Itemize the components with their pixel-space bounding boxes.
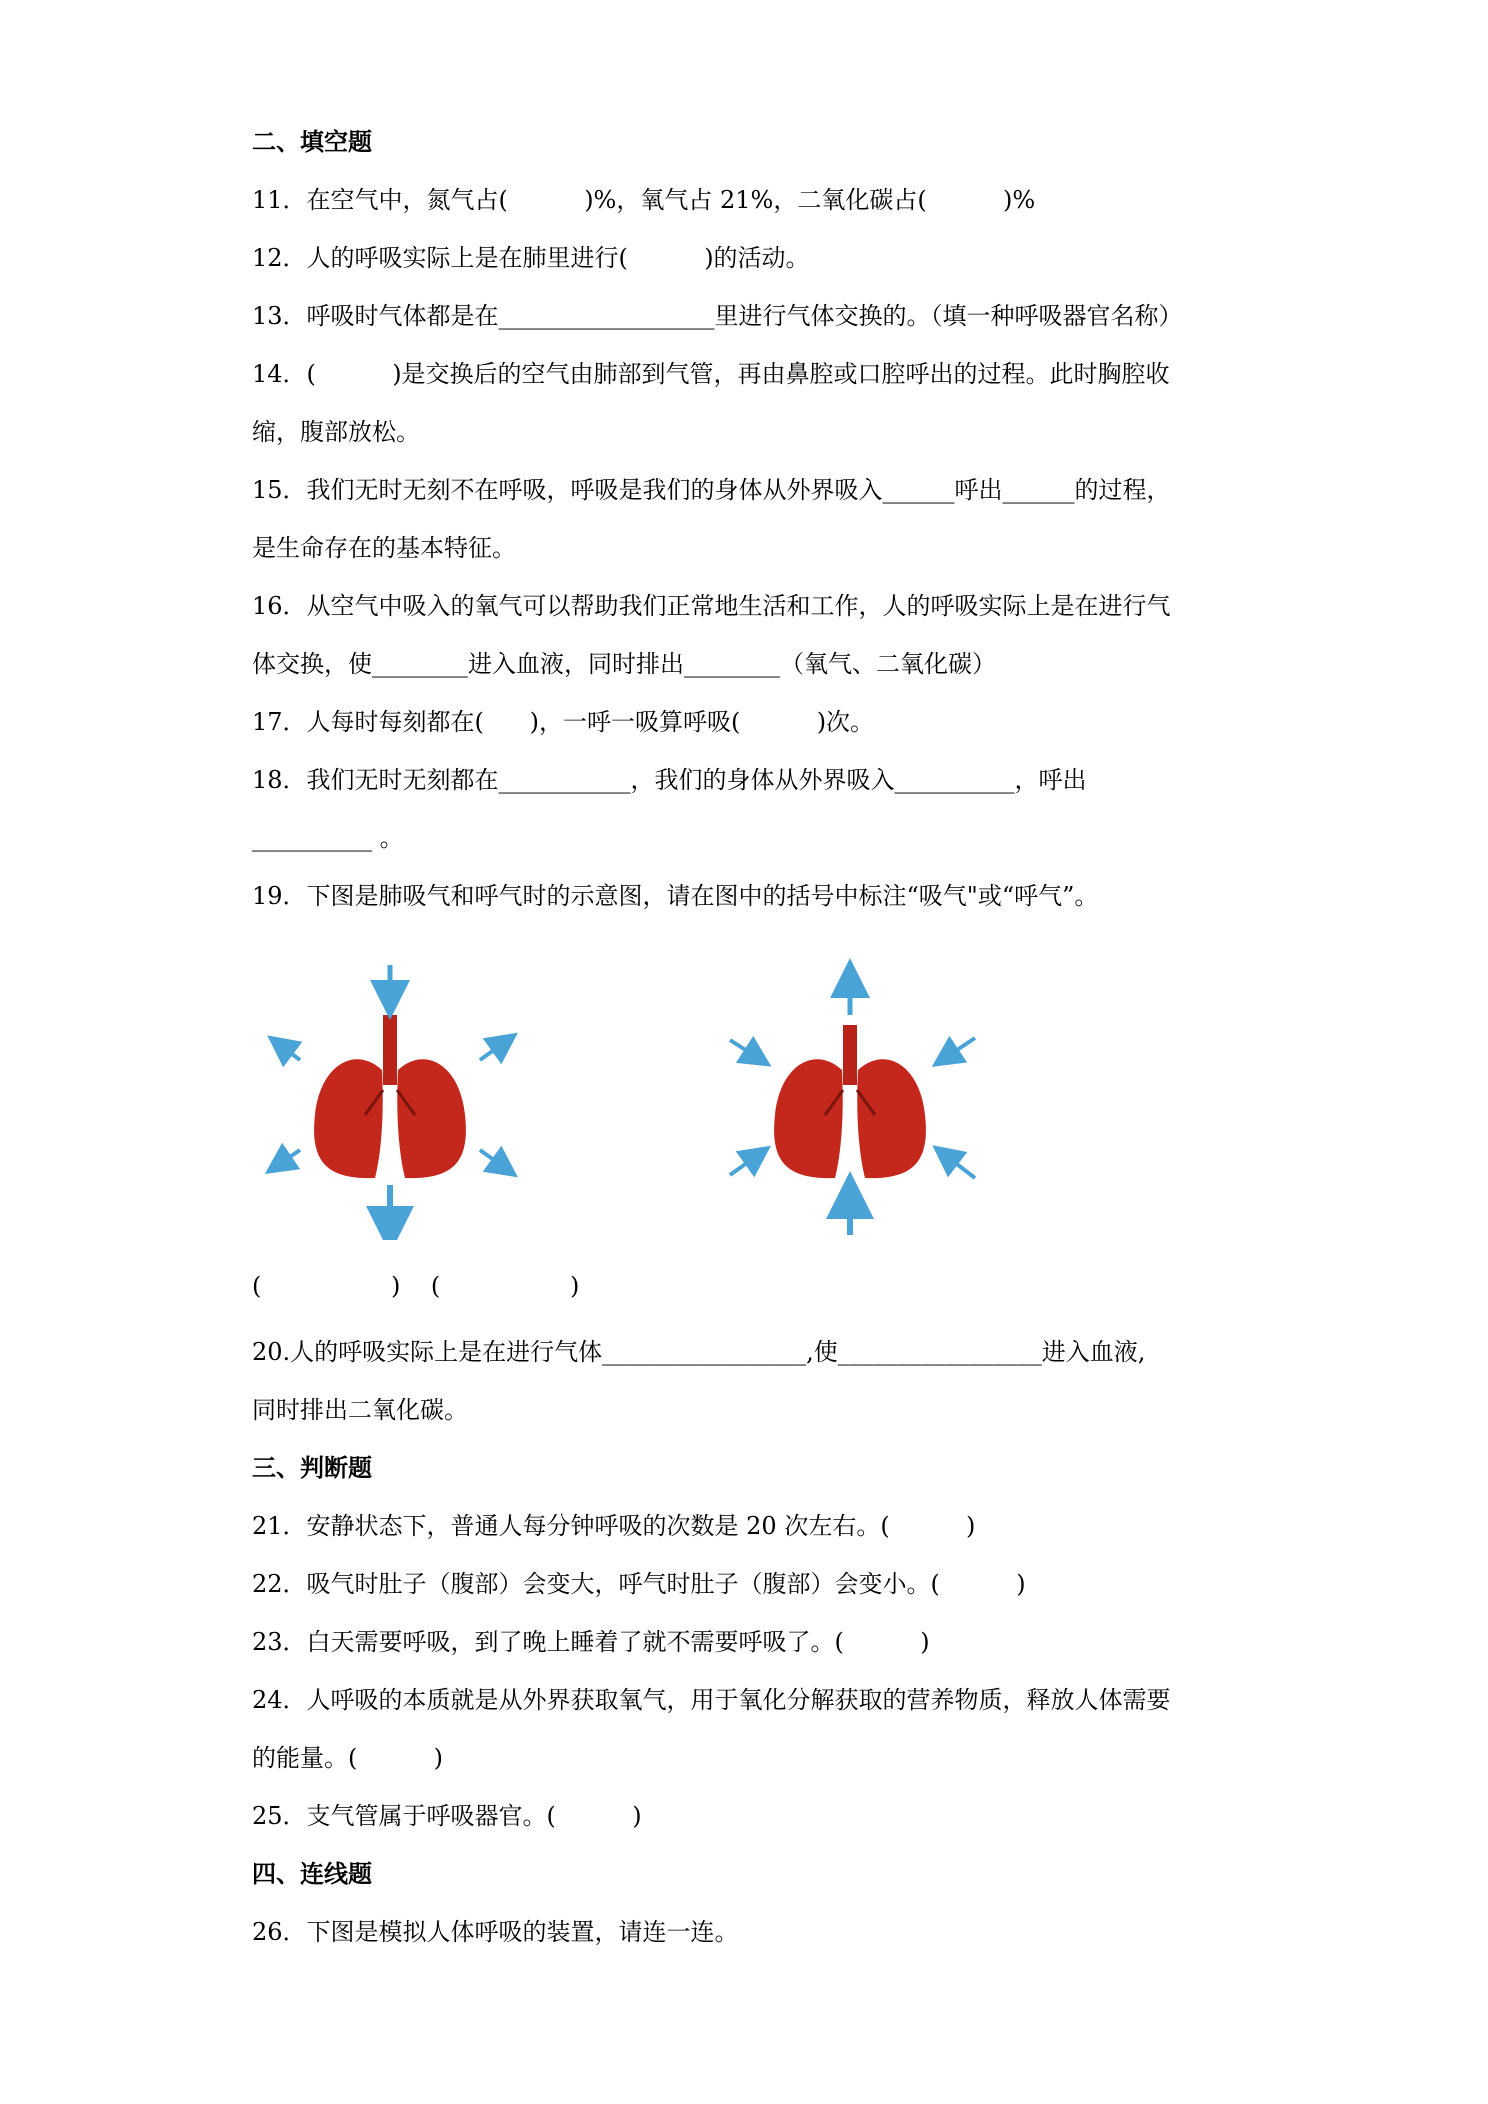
question-18-line1: 18．我们无时无刻都在___________，我们的身体从外界吸入__________，呼出 bbox=[252, 766, 1087, 794]
question-20-line1: 20.人的呼吸实际上是在进行气体_________________,使_________________进入血液, bbox=[252, 1338, 1146, 1366]
question-19: 19．下图是肺吸气和呼气时的示意图，请在图中的括号中标注“吸气"或“呼气”。 bbox=[252, 882, 1099, 910]
question-17: 17．人每时每刻都在( )，一呼一吸算呼吸( )次。 bbox=[252, 708, 875, 736]
question-19-answer-blanks: ( ) ( ) bbox=[252, 1272, 580, 1300]
lungs-inhale-icon bbox=[260, 950, 520, 1240]
section-heading-true-false: 三、判断题 bbox=[252, 1454, 372, 1482]
question-14-line1: 14．( )是交换后的空气由肺部到气管，再由鼻腔或口腔呼出的过程。此时胸腔收 bbox=[252, 360, 1170, 388]
question-16-line1: 16．从空气中吸入的氧气可以帮助我们正常地生活和工作，人的呼吸实际上是在进行气 bbox=[252, 592, 1171, 620]
lungs-inhale-figure bbox=[260, 950, 520, 1244]
question-21: 21．安静状态下，普通人每分钟呼吸的次数是 20 次左右。( ) bbox=[252, 1512, 976, 1540]
question-11: 11．在空气中，氮气占( )%，氧气占 21%，二氧化碳占( )% bbox=[252, 186, 1036, 214]
question-18-line2: __________ 。 bbox=[252, 824, 404, 852]
section-heading-matching: 四、连线题 bbox=[252, 1860, 372, 1888]
question-13: 13．呼吸时气体都是在__________________里进行气体交换的。（填一种呼吸器官名称） bbox=[252, 302, 1183, 330]
question-15-line2: 是生命存在的基本特征。 bbox=[252, 534, 516, 562]
question-16-line2: 体交换，使________进入血液，同时排出________（氧气、二氧化碳） bbox=[252, 650, 996, 678]
question-20-line2: 同时排出二氧化碳。 bbox=[252, 1396, 468, 1424]
question-15-line1: 15．我们无时无刻不在呼吸，呼吸是我们的身体从外界吸入______呼出______的过程， bbox=[252, 476, 1171, 504]
question-24-line2: 的能量。( ) bbox=[252, 1744, 444, 1772]
question-14-line2: 缩，腹部放松。 bbox=[252, 418, 420, 446]
question-24-line1: 24．人呼吸的本质就是从外界获取氧气，用于氧化分解获取的营养物质，释放人体需要 bbox=[252, 1686, 1171, 1714]
lungs-exhale-figure bbox=[720, 950, 980, 1244]
question-22: 22．吸气时肚子（腹部）会变大，呼气时肚子（腹部）会变小。( ) bbox=[252, 1570, 1026, 1598]
section-heading-fill-blank: 二、填空题 bbox=[252, 128, 372, 156]
question-25: 25．支气管属于呼吸器官。( ) bbox=[252, 1802, 642, 1830]
question-26: 26．下图是模拟人体呼吸的装置，请连一连。 bbox=[252, 1918, 739, 1946]
question-12: 12．人的呼吸实际上是在肺里进行( )的活动。 bbox=[252, 244, 810, 272]
lungs-exhale-icon bbox=[720, 950, 980, 1240]
question-23: 23．白天需要呼吸，到了晚上睡着了就不需要呼吸了。( ) bbox=[252, 1628, 930, 1656]
